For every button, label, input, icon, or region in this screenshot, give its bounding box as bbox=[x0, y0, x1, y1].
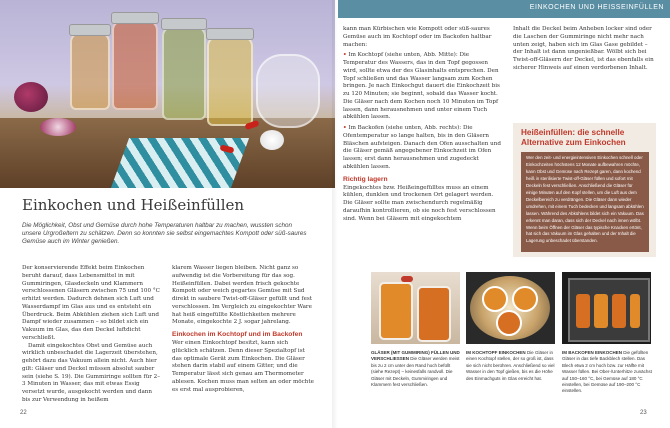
subheading: Richtig lagern bbox=[343, 175, 388, 183]
jar-green bbox=[162, 26, 206, 120]
bullet-item: • Im Kochtopf (siehe unten, Abb. Mitte): Die Temperatur des Wassers, das in den Topf gegossen wird, sollte etwa der des Glasinhalts entsprechen. Den Topf schließen und das Wasser langsam zum Kochen bringen. Je nach Einkochgut dauert die Einkochzeit bis zu 120 Minuten; sie beginnt, sobald das Wasser kocht. Die Gläser nach dem Kochen noch 10 Minuten im Topf lassen, dann herausnehmen und unter einem Tuch abkühlen lassen. bbox=[343, 52, 500, 121]
page-title: Einkochen und Heißeinfüllen bbox=[22, 196, 245, 214]
step-photo-filling-jars bbox=[371, 272, 460, 344]
bullet-item: • Im Backofen (siehe unten, Abb. rechts): Die Ofentemperatur so lange halten, bis in den Gläsern Bläschen aufsteigen. Danach den Ofen ausschalten und die Gläser gemäß angegebener Einkochzeit im Ofen lassen; erst dann herausnehmen und zugedeckt abkühlen lassen. bbox=[343, 125, 501, 170]
jar-center bbox=[112, 20, 158, 110]
book-gutter bbox=[332, 0, 338, 428]
jar-right bbox=[256, 54, 320, 128]
intro-text: Die Möglichkeit, Obst und Gemüse durch hohe Temperaturen haltbar zu machen, wussten schon unsere Urgroßeltern zu schätzen. Denn so konnten sie selbst eingemachtes Kompott oder süß-saures Gemüse auch im Winter genießen. bbox=[22, 222, 307, 246]
subheading: Einkochen im Kochtopf und im Backofen bbox=[172, 331, 303, 338]
step-photo-oven bbox=[562, 272, 651, 344]
step-photo-pot bbox=[466, 272, 555, 344]
right-column-1 bbox=[343, 26, 501, 223]
caption-heading: IM KOCHTOPF EINKOCHEN bbox=[466, 350, 526, 355]
paragraph: Inhalt die Deckel beim Anheben locker sind oder die Laschen der Gummiringe nicht mehr nach unten zeigt, haben sich im Glas Gase gebildet – der Inhalt ist dann ungenießbar. Wölbt sich bei Twist-off-Gläsern der Deckel, ist das ebenfalls ein sicherer Hinweis auf einen verdorbenen Inhalt. bbox=[513, 26, 654, 71]
info-box-heading: Heißeinfüllen: die schnelle Alternative zum Einkochen bbox=[521, 128, 626, 147]
jar-yellow bbox=[207, 36, 253, 126]
paragraph: Wer einen Einkochtopf besitzt, kann sich glücklich schätzen. Denn dieser Spezialtopf ist das optimale Gerät zum Einkochen. Die Gläser stehen darin stabil auf einem Gitter, und die Temperatur lässt sich genau am Thermometer ablesen. Kochen muss man selten an oder möchte es erst mal ausprobieren, bbox=[172, 340, 314, 393]
right-column-2 bbox=[513, 26, 658, 73]
paragraph: klarem Wasser liegen bleiben. Nicht ganz so aufwendig ist die Vorbereitung für das sog. Heißeinfüllen. Dabei werden frisch gekochte Kompott oder weich gegartes Gemüse mit Sud direkt in saubere Twist-off-Gläser gefüllt und fest verschlossen. Im Vergleich zu eingekochter Ware hat heiß eingefüllte Köstlichkeiten mehrere Monate, eingekochte 2 J. sogar jahrelang. bbox=[172, 265, 313, 326]
step-caption bbox=[466, 350, 558, 382]
caption-text: Die gefüllten Gläser in das tiefe Backblech stellen. Das Blech etwa 2 cm hoch bzw. zur Hälfte mit Wasser füllen. Bei Ober-/Unterhitze zunächst auf 150–160 °C, bei Gemüse auf 180 °C einstellen, bei Gemüse auf 190–200 °C einstellen. bbox=[562, 350, 652, 394]
page-number: 22 bbox=[20, 410, 27, 416]
bullet-icon: • bbox=[343, 125, 347, 131]
info-box bbox=[513, 123, 656, 257]
step-caption bbox=[562, 350, 654, 395]
jar-left bbox=[70, 32, 110, 110]
preserving-jars-photo bbox=[0, 0, 335, 188]
paragraph: Eingekochtes bzw. Heißeingefülltes muss an einem kühlen, dunklen und trockenen Ort gelagert werden. Die Gläser sollte man zwischendurch regelmäßig daraufhin kontrollieren, ob sie noch fest verschlossen sind. Wenn bei Gläsern mit eingekochtem bbox=[343, 184, 496, 222]
info-box-text: Wer den zeit- und energieintensiven Einkochen schnell oder Einkochzeiten höchstens 12 Monate aufbewahren möchte, kann Obst und Gemüse nach Rezept garen, dann kochend heiß in sterilisierte Twist-off-Gläser füllen und sofort mit Deckeln fest verschließen. Anschließend die Gläser für einige Minuten auf den Kopf stellen, um die Luft aus dem Deckelbereich zu verdrängen. Die Gläser dann wieder umdrehen, mit einem Tuch bedecken und langsam abkühlen lassen. Während des Abkühlens bildet sich ein Vakuum. Das erkennt man daran, dass sich der Deckel nach innen wölbt. Wenn beim Öffnen der Gläser das typische Knacken ertönt, hat sich das Vakuum im Glas gehalten und der Inhalt die Lagerung unbeschadet überstanden. bbox=[521, 152, 649, 252]
caption-heading: GLÄSER (MIT GUMMIRING) FÜLLEN UND VERSCHLIESSEN bbox=[371, 350, 460, 362]
left-column-2 bbox=[172, 265, 314, 394]
red-onion bbox=[14, 82, 48, 112]
section-label: EINKOCHEN UND HEISSEINFÜLLEN bbox=[529, 4, 664, 11]
paragraph: Damit eingekochtes Obst und Gemüse auch wirklich unbeschadet die Lagerzeit überstehen, gehört dazu das Vakuum allein nicht. Auch hier gilt: Gläser und Deckel müssen absolut sauber sein (siehe S. 19). Die Gummiringe sollten für 2–3 Minuten in Wasser, das mit etwas Essig versetzt wurde, ausgekocht werden und dann bis zur Verwendung in heißem bbox=[22, 342, 161, 403]
left-column-1 bbox=[22, 265, 162, 405]
step-caption bbox=[371, 350, 463, 388]
section-header-bar bbox=[338, 0, 670, 18]
caption-heading: IM BACKOFEN EINKOCHEN bbox=[562, 350, 623, 355]
paragraph: Der konservierende Effekt beim Einkochen beruht darauf, dass Lebensmittel in mit Gummiringen, Glasdeckeln und Klammern verschlossenen Gläsern zwischen 75 und 100 °C erhitzt werden. Dadurch dehnen sich Luft und Wasserdampf im Glas aus und es entsteht ein Überdruck. Beim Abkühlen ziehen sich Luft und Dampf wieder zusammen – so bildet sich ein Vakuum im Glas, das den Deckel luftdicht verschließt. bbox=[22, 265, 160, 341]
caption-text: Die Gläser in einen Kochtopf stellen, der so groß ist, dass sie sich nicht berühren. Anschließend so viel Wasser in den Topf gießen, bis es die Höhe des Einmachguts im Glas erreicht hat. bbox=[466, 350, 555, 381]
caption-text: Die Gläser werden meist bis zu 2 cm unter den Rand hoch befüllt (siehe Rezept) – keinesfalls randvoll. Die Gläser mit Deckeln, Gummiringen und Klammern fest verschließen. bbox=[371, 356, 460, 388]
paragraph: kann man Kürbischen wie Kompott oder süß-saures Gemüse auch im Kochtopf oder im Backofen haltbar machen: bbox=[343, 26, 492, 48]
red-onion-half bbox=[40, 118, 76, 136]
bullet-icon: • bbox=[343, 52, 347, 59]
garlic bbox=[260, 130, 284, 150]
page-number: 23 bbox=[640, 410, 647, 416]
